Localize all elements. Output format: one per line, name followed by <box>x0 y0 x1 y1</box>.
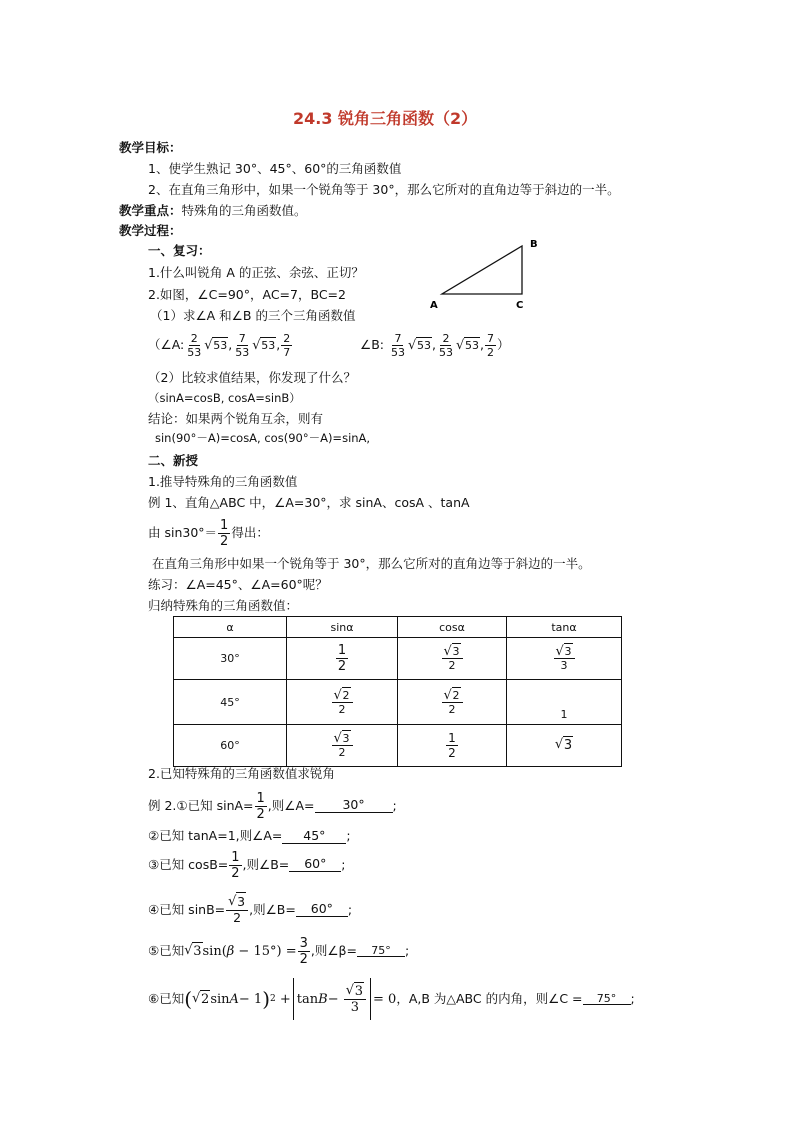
semicolon: ; <box>630 990 635 1006</box>
focus-text: 特殊角的三角函数值。 <box>181 203 307 218</box>
sqrt-53: √ 53 <box>408 340 432 351</box>
sin-30: $\frac{1}{2}$ <box>287 638 398 680</box>
fraction: $\frac{2}{53}$ <box>438 331 453 359</box>
answer-blank: 45° <box>282 830 346 844</box>
page-title: 24.3 锐角三角函数（2） <box>293 109 478 128</box>
table-row <box>174 725 622 767</box>
section-1: 1.推导特殊角的三角函数值 <box>148 474 298 489</box>
tan-30: √ $\frac{3}{3}$ <box>507 638 622 680</box>
ex2-3-post: ,则∠B= <box>242 856 290 872</box>
example-2-2 <box>148 830 351 844</box>
question-2: 2.如图，∠C=90°，AC=7，BC=2 <box>148 287 346 302</box>
close-paren: ） <box>496 336 510 352</box>
summary: 归纳特殊角的三角函数值： <box>148 598 299 613</box>
answer-a-label: （∠A: <box>148 336 185 352</box>
identities: sin(90°－A)=cosA, cos(90°－A)=sinA, <box>155 431 371 445</box>
sin-60: √ $\frac{3}{2}$ <box>287 725 398 767</box>
table-header-row <box>174 617 622 638</box>
triangle-figure <box>430 236 540 312</box>
fraction: $\frac{7}{53}$ <box>235 331 250 359</box>
semicolon: ; <box>341 856 346 872</box>
fraction-half: $\frac{1}{2}$ <box>256 790 265 822</box>
sqrt-53: √ 53 <box>252 340 276 351</box>
goal-2: 2、在直角三角形中，如果一个锐角等于 30°，那么它所对的直角边等于斜边的一半。 <box>148 182 620 197</box>
semicolon: ; <box>405 942 410 958</box>
ex2-1-post: ,则∠A= <box>267 797 315 813</box>
sin-45: √ $\frac{2}{2}$ <box>287 680 398 725</box>
angle-60: 60° <box>174 725 287 767</box>
ex2-2-pre: ②已知 tanA=1,则∠A= <box>148 828 283 843</box>
sqrt-53: √ 53 <box>456 340 480 351</box>
fraction: $\frac{7}{2}$ <box>486 331 494 359</box>
table-row <box>174 680 622 725</box>
answer-b-label: ∠B: <box>360 336 384 352</box>
fraction: $\frac{7}{53}$ <box>390 331 405 359</box>
question-1: 1.什么叫锐角 A 的正弦、余弦、正切？ <box>148 265 364 280</box>
vertex-b: B <box>530 239 538 250</box>
ex2-5-post: ,则∠β= <box>310 942 358 958</box>
question-2-2: （2）比较求值结果，你发现了什么？ <box>148 370 356 385</box>
derivation-post: 得出： <box>231 524 269 540</box>
answer-b: ∠B: $\frac{7}{53}$ √ 53 , $\frac{2}{53}$ √ 53 , $\frac{7}{2}$ ） <box>360 330 509 360</box>
header-cos: cosα <box>398 617 507 638</box>
equation-6: ( √ 2 sin A − 1 ) 2 + tan B − √ $\frac{3}{3}$ = 0 <box>184 978 396 1020</box>
example-2-4 <box>148 889 352 931</box>
answer-blank: 30° <box>315 799 393 813</box>
header-sin: sinα <box>287 617 398 638</box>
ex2-3-pre: ③已知 cosB= <box>148 856 229 872</box>
conclusion: 结论：如果两个锐角互余，则有 <box>148 411 324 426</box>
question-2-2-answer: （sinA=cosB, cosA=sinB） <box>148 391 301 405</box>
vertex-a: A <box>430 300 438 311</box>
example-2-3 <box>148 846 346 884</box>
derivation <box>148 514 269 552</box>
example-1: 例 1、直角△ABC 中，∠A=30°，求 sinA、cosA 、tanA <box>148 495 470 510</box>
ex2-5-pre: ⑤已知 <box>148 942 185 958</box>
angle-45: 45° <box>174 680 287 725</box>
tan-60: √ 3 <box>507 725 622 767</box>
example-2-1 <box>148 788 397 824</box>
goal-1: 1、使学生熟记 30°、45°、60°的三角函数值 <box>148 161 402 176</box>
answer-blank: 75° <box>357 945 405 957</box>
sqrt-53: √ 53 <box>204 340 228 351</box>
ex2-6-post: ，A,B 为△ABC 的内角，则∠C = <box>396 990 583 1006</box>
semicolon: ; <box>347 901 353 917</box>
equation-5: √ 3sin(β − 15°) = <box>184 945 296 958</box>
answer-blank: 60° <box>296 903 348 917</box>
angle-30: 30° <box>174 638 287 680</box>
answer-a: （∠A: $\frac{2}{53}$ √ 53 , $\frac{7}{53}$ √ 53 , $\frac{2}{7}$ <box>148 330 293 360</box>
semicolon: ; <box>392 797 397 813</box>
header-alpha: α <box>174 617 287 638</box>
derivation-text: 在直角三角形中如果一个锐角等于 30°，那么它所对的直角边等于斜边的一半。 <box>152 556 591 571</box>
cos-60: $\frac{1}{2}$ <box>398 725 507 767</box>
review-heading: 一、复习： <box>148 243 211 258</box>
example-2-6 <box>148 976 635 1022</box>
cos-30: √ $\frac{3}{2}$ <box>398 638 507 680</box>
triangle-shape <box>442 246 522 294</box>
header-tan: tanα <box>507 617 622 638</box>
semicolon: ; <box>346 828 351 843</box>
process-heading: 教学过程： <box>119 223 182 238</box>
vertex-c: C <box>516 300 524 311</box>
ex2-4-post: ,则∠B= <box>249 901 296 917</box>
answer-blank: 75° <box>583 993 631 1005</box>
table-row <box>174 638 622 680</box>
fraction-half: $\frac{1}{2}$ <box>220 517 229 549</box>
focus-heading: 教学重点： <box>119 203 182 218</box>
question-2-1: （1）求∠A 和∠B 的三个三角函数值 <box>150 308 356 323</box>
special-angles-table <box>173 616 622 767</box>
cos-45: √ $\frac{2}{2}$ <box>398 680 507 725</box>
fraction: $\frac{2}{53}$ <box>187 331 202 359</box>
section-2: 2.已知特殊角的三角函数值求锐角 <box>148 766 335 781</box>
practice: 练习：∠A=45°、∠A=60°呢？ <box>148 577 328 592</box>
fraction-sqrt3-2: √ $\frac{3}{2}$ <box>226 896 248 924</box>
derivation-pre: 由 sin30°＝ <box>148 524 218 540</box>
ex2-6-pre: ⑥已知 <box>148 990 185 1006</box>
fraction: $\frac{2}{7}$ <box>283 331 291 359</box>
goals-heading: 教学目标： <box>119 140 182 155</box>
fraction-half: $\frac{1}{2}$ <box>231 849 240 881</box>
focus-line <box>119 205 307 218</box>
new-heading: 二、新授 <box>148 453 199 468</box>
ex2-1-pre: 例 2.①已知 sinA= <box>148 797 254 813</box>
fraction-3-2: $\frac{3}{2}$ <box>299 935 308 967</box>
ex2-4-pre: ④已知 sinB= <box>148 901 226 917</box>
example-2-5 <box>148 932 409 970</box>
tan-45: 1 <box>507 680 622 725</box>
answer-blank: 60° <box>289 858 341 872</box>
